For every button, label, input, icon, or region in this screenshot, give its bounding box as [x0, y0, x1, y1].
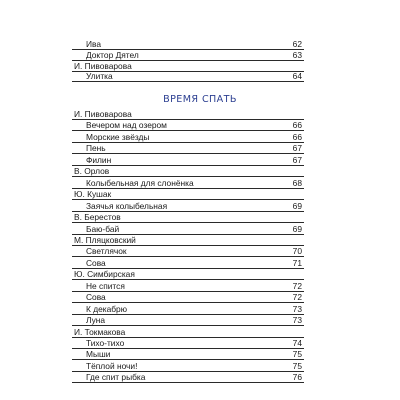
- toc-entry-row: [72, 143, 304, 154]
- page-number: 67: [292, 154, 302, 165]
- work-title: Доктор Дятел: [86, 49, 139, 60]
- work-title: Тихо-тихо: [86, 338, 125, 348]
- toc-author-row: [72, 189, 304, 200]
- author-name: В. Берестов: [74, 212, 121, 223]
- work-title: Пень: [86, 143, 106, 154]
- page-number: 64: [292, 71, 302, 82]
- toc-entry-row: [72, 201, 304, 212]
- author-name: Ю. Кушак: [74, 189, 112, 200]
- toc-author-row: [72, 212, 304, 223]
- page-number: 72: [292, 280, 302, 291]
- author-name: И. Токмакова: [74, 326, 126, 337]
- author-name: В. Орлов: [74, 166, 110, 177]
- page-number: 70: [292, 246, 302, 257]
- toc-entry-row: [72, 361, 304, 372]
- work-title: Морские звёзды: [86, 131, 150, 142]
- work-title: Вечером над озером: [86, 120, 167, 131]
- work-title: Светлячок: [86, 246, 127, 257]
- page-number: 66: [292, 120, 302, 131]
- author-name: М. Пляцковский: [74, 234, 136, 245]
- toc-entry-row: [72, 178, 304, 189]
- author-name: И. Пивоварова: [74, 60, 132, 71]
- toc-entry-row: [72, 281, 304, 292]
- work-title: Не спится: [86, 280, 125, 291]
- page-number: 69: [292, 200, 302, 211]
- work-title: Улитка: [86, 71, 113, 82]
- work-title: К декабрю: [86, 303, 127, 314]
- section-title: ВРЕМЯ СПАТЬ: [163, 94, 237, 105]
- work-title: Луна: [86, 315, 106, 326]
- toc-entry-row: [72, 39, 304, 50]
- toc-entry-row: [72, 120, 304, 131]
- toc-entry-row: [72, 50, 304, 61]
- page-number: 62: [292, 39, 302, 49]
- toc-author-row: [72, 235, 304, 246]
- work-title: Филин: [86, 154, 112, 165]
- work-title: Тёплой ночи!: [86, 360, 138, 371]
- work-title: Заячья колыбельная: [86, 200, 168, 211]
- page-number: 71: [292, 257, 302, 268]
- toc-entry-row: [72, 246, 304, 257]
- work-title: Где спит рыбка: [86, 372, 146, 383]
- toc-entry-row: [72, 155, 304, 166]
- toc-author-row: [72, 166, 304, 177]
- toc-entry-row: [72, 132, 304, 143]
- toc-author-row: [72, 109, 304, 120]
- work-title: Мыши: [86, 349, 111, 360]
- page-number: 73: [292, 315, 302, 326]
- toc-entry-row: [72, 258, 304, 269]
- page-number: 75: [292, 349, 302, 360]
- page-number: 63: [292, 49, 302, 60]
- toc-author-row: [72, 61, 304, 72]
- page-number: 75: [292, 360, 302, 371]
- toc-entry-row: [72, 304, 304, 315]
- work-title: Баю-бай: [86, 223, 120, 234]
- toc-author-row: [72, 269, 304, 280]
- toc-author-row: [72, 327, 304, 338]
- page-number: 66: [292, 131, 302, 142]
- author-name: Ю. Симбирская: [74, 269, 135, 280]
- toc-entry-row: [72, 292, 304, 303]
- toc-entry-row: [72, 338, 304, 349]
- toc-entry-row: [72, 71, 304, 82]
- page-number: 72: [292, 292, 302, 303]
- work-title: Сова: [86, 292, 106, 303]
- toc-entry-row: [72, 315, 304, 326]
- page-number: 69: [292, 223, 302, 234]
- page-number: 76: [292, 372, 302, 383]
- page-number: 68: [292, 177, 302, 188]
- work-title: Колыбельная для слонёнка: [86, 177, 194, 188]
- toc-entry-row: [72, 349, 304, 360]
- work-title: Сова: [86, 257, 106, 268]
- toc-entry-row: [72, 372, 304, 383]
- author-name: И. Пивоварова: [74, 109, 132, 119]
- toc-entry-row: [72, 224, 304, 235]
- page-number: 74: [292, 338, 302, 348]
- page-number: 73: [292, 303, 302, 314]
- page-number: 67: [292, 143, 302, 154]
- work-title: Ива: [86, 39, 102, 49]
